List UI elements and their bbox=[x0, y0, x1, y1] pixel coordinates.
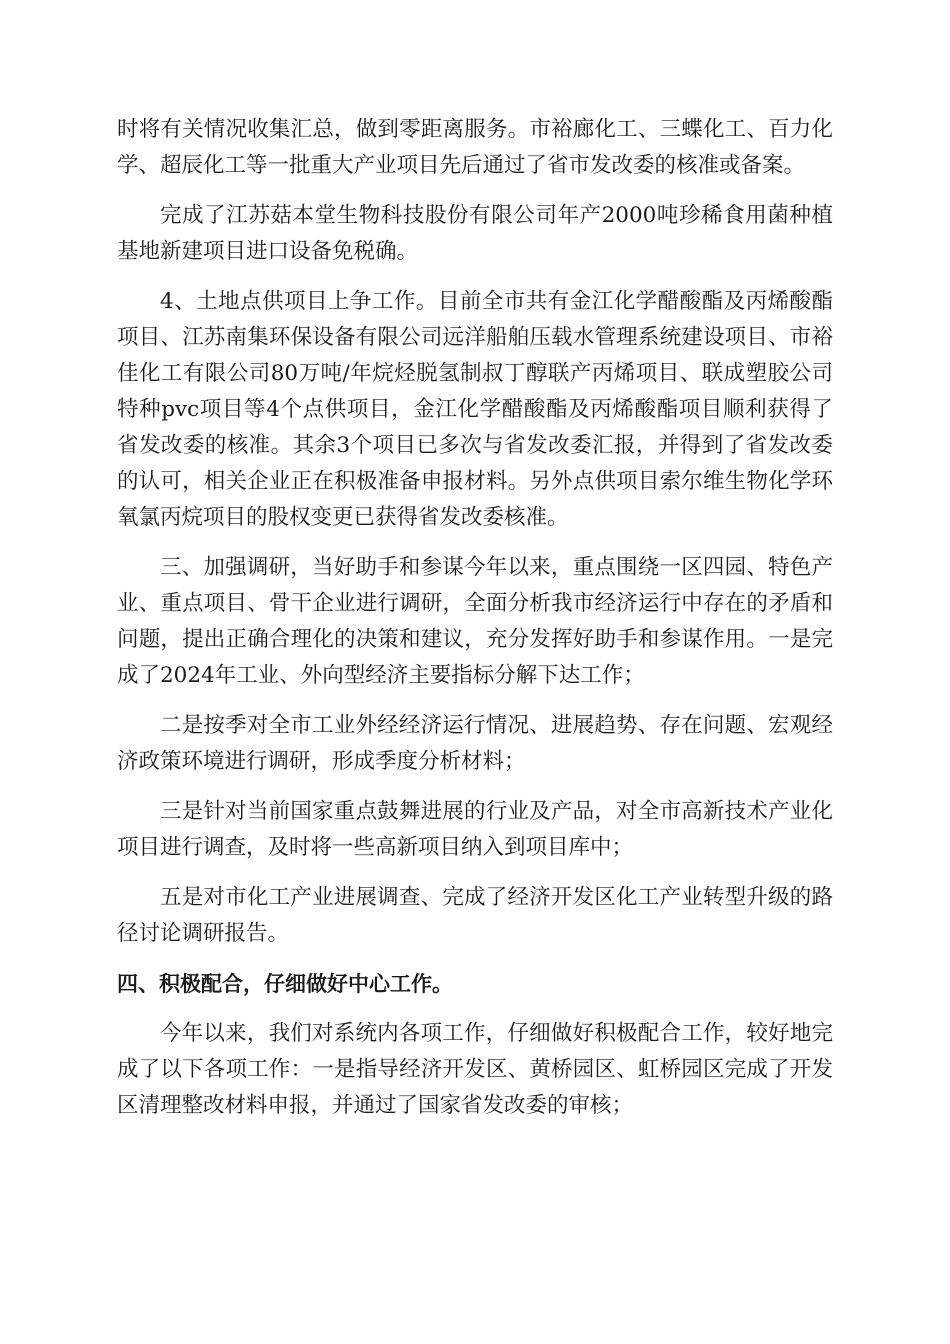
paragraph: 时将有关情况收集汇总，做到零距离服务。市裕廊化工、三蝶化工、百力化学、超辰化工等一批重大产业项目先后通过了省市发改委的核准或备案。 bbox=[117, 117, 833, 178]
paragraph: 三是针对当前国家重点鼓舞进展的行业及产品，对全市高新技术产业化项目进行调查，及时将一些高新项目纳入到项目库中； bbox=[117, 799, 833, 860]
section-heading: 四、积极配合，仔细做好中心工作。 bbox=[117, 972, 453, 996]
paragraph: 4、土地点供项目上争工作。目前全市共有金江化学醋酸酯及丙烯酸酯项目、江苏南集环保设备有限公司远洋船舶压载水管理系统建设项目、市裕佳化工有限公司80万吨/年烷烃脱氢制叔丁醇联产丙烯项目、联成塑胶公司特种pvc项目等4个点供项目，金江化学醋酸酯及丙烯酸酯项目顺利获得了省发改委的核准。其余3个项目已多次与省发改委汇报，并得到了省发改委的认可，相关企业正在积极准备申报材料。另外点供项目索尔维生物化学环氧氯丙烷项目的股权变更已获得省发改委核准。 bbox=[117, 289, 833, 530]
paragraph: 今年以来，我们对系统内各项工作，仔细做好积极配合工作，较好地完成了以下各项工作：一是指导经济开发区、黄桥园区、虹桥园区完成了开发区清理整改材料申报，并通过了国家省发改委的审核； bbox=[117, 1021, 833, 1118]
document-page bbox=[117, 112, 833, 1138]
paragraph: 二是按季对全市工业外经经济运行情况、进展趋势、存在问题、宏观经济政策环境进行调研，形成季度分析材料； bbox=[117, 713, 833, 774]
paragraph: 五是对市化工产业进展调查、完成了经济开发区化工产业转型升级的路径讨论调研报告。 bbox=[117, 885, 833, 946]
paragraph: 三、加强调研，当好助手和参谋今年以来，重点围绕一区四园、特色产业、重点项目、骨干企业进行调研，全面分析我市经济运行中存在的矛盾和问题，提出正确合理化的决策和建议，充分发挥好助手和参谋作用。一是完成了2024年工业、外向型经济主要指标分解下达工作； bbox=[117, 555, 833, 688]
paragraph: 完成了江苏菇本堂生物科技股份有限公司年产2000吨珍稀食用菌种植基地新建项目进口设备免税确。 bbox=[117, 203, 833, 264]
